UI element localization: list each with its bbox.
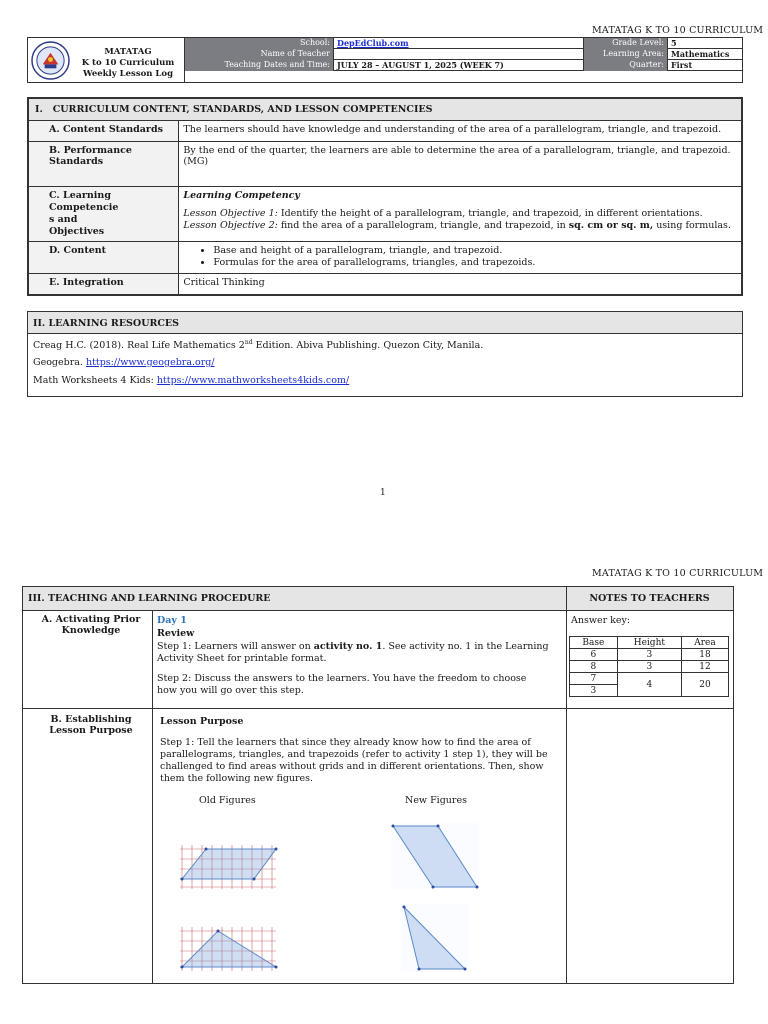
- quarter-value: First: [671, 60, 693, 70]
- lesson-objective-1-text: Identify the height of a parallelogram, triangle, and trapezoid, in different orientations.: [277, 208, 703, 219]
- day-label: Day 1: [157, 615, 187, 626]
- logo-cell: [28, 38, 185, 82]
- section-curriculum-content: [27, 97, 743, 296]
- header-row-school: [185, 38, 742, 49]
- curriculum-label: MATATAG K TO 10 CURRICULUM: [592, 25, 764, 36]
- integration-text: Critical Thinking: [179, 274, 742, 295]
- lesson-log-header: [27, 37, 743, 83]
- resource-book-text: Creag H.C. (2018). Real Life Mathematics 2: [33, 340, 245, 352]
- section-learning-resources: [27, 311, 743, 397]
- content-list: [213, 245, 737, 269]
- header-row-teacher: [185, 49, 742, 60]
- lesson-purpose-step-1: Step 1: Tell the learners that since they already know how to find the area of parallelograms, triangles, and trapezoids (refer to activity 1 step 1), they will be challenged to find areas without grids and in different orientations. Then, show them the following new figures.: [160, 737, 548, 784]
- content-standards-label: A. Content Standards: [29, 121, 179, 142]
- step-1-text-a: Step 1: Learners will answer on: [157, 641, 314, 652]
- logo-line-1: MATATAG: [104, 47, 152, 57]
- divider: [23, 610, 733, 611]
- table-cell: 4: [617, 673, 681, 697]
- content-cell: [179, 242, 742, 274]
- new-parallelogram-figure: [391, 823, 479, 889]
- area-label: Learning Area:: [584, 49, 668, 60]
- grade-label: Grade Level:: [584, 38, 668, 49]
- learning-competencies-label: C. Learning Competencie s and Objectives: [29, 187, 179, 242]
- quarter-label: Quarter:: [584, 60, 668, 71]
- list-item: • Base and height of a parallelogram, triangle, and trapezoid.: [213, 245, 737, 257]
- school-value-link[interactable]: DepEdClub.com: [334, 38, 584, 49]
- activating-prior-knowledge-label: A. Activating Prior Knowledge: [41, 614, 141, 636]
- integration-label: E. Integration: [29, 274, 179, 295]
- table-cell: 6: [570, 649, 618, 661]
- table-cell: 3: [617, 661, 681, 673]
- step-1-text-b: . See activity no. 1 in the Learning Activity Sheet for printable format.: [157, 641, 549, 664]
- content-standards-text: The learners should have knowledge and understanding of the area of a parallelogram, triangle, and trapezoid.: [179, 121, 742, 142]
- divider: [566, 587, 567, 983]
- resource-geogebra-label: Geogebra.: [33, 357, 86, 368]
- dates-value: JULY 28 – AUGUST 1, 2025 (WEEK 7): [334, 60, 584, 71]
- parallelogram-grid-figure: [180, 845, 278, 889]
- lesson-objective-2-units: sq. cm or sq. m,: [568, 220, 654, 231]
- section-1-heading: CURRICULUM CONTENT, STANDARDS, AND LESSON COMPETENCIES: [52, 104, 433, 115]
- grade-value: 5: [671, 38, 677, 48]
- school-label: School:: [185, 38, 334, 49]
- resource-worksheets: [33, 375, 349, 386]
- deped-seal-icon: [31, 41, 70, 80]
- lesson-objective-2: [183, 220, 737, 232]
- header-row-dates: [185, 60, 742, 71]
- review-label: Review: [157, 628, 195, 639]
- step-2-text: Step 2: Discuss the answers to the learners. You have the freedom to choose how you will go over this step.: [157, 673, 527, 696]
- table-cell: 3: [617, 649, 681, 661]
- table-cell: 7: [570, 673, 618, 685]
- table-cell: 20: [681, 673, 728, 697]
- table-row: [570, 673, 729, 685]
- new-triangle-figure: [401, 904, 469, 972]
- table-row: [570, 649, 729, 661]
- table-header-row: [570, 637, 729, 649]
- table-cell: 8: [570, 661, 618, 673]
- resource-book-sup: nd: [244, 339, 253, 346]
- learning-competencies-cell: [179, 187, 742, 242]
- lesson-objective-1-label: Lesson Objective 1:: [183, 208, 278, 219]
- old-figures-label: Old Figures: [199, 795, 256, 806]
- lesson-objective-2-label: Lesson Objective 2:: [183, 220, 278, 231]
- learning-competency-heading: Learning Competency: [183, 190, 300, 201]
- page-number: 1: [380, 488, 386, 498]
- divider: [23, 708, 733, 709]
- teacher-value: [334, 49, 584, 60]
- table-cell: 18: [681, 649, 728, 661]
- step-1-text: [157, 641, 549, 665]
- teacher-label: Name of Teacher: [185, 49, 334, 60]
- table-row: [570, 661, 729, 673]
- resource-book: [33, 339, 483, 351]
- section-1-title: [29, 99, 742, 121]
- resource-book-text-b: Edition. Abiva Publishing. Quezon City, Manila.: [252, 340, 484, 352]
- divider: [152, 610, 153, 983]
- table-cell: 3: [570, 685, 618, 697]
- establishing-lesson-purpose-label: B. Establishing Lesson Purpose: [49, 714, 133, 736]
- activity-no-1: activity no. 1: [313, 641, 383, 652]
- content-label: D. Content: [29, 242, 179, 274]
- notes-to-teachers-title: NOTES TO TEACHERS: [566, 587, 733, 610]
- section-2-title: II. LEARNING RESOURCES: [28, 312, 742, 334]
- lesson-purpose-heading: Lesson Purpose: [160, 716, 244, 727]
- answer-key-label: Answer key:: [571, 615, 631, 626]
- new-figures-label: New Figures: [405, 795, 467, 806]
- table-cell: 12: [681, 661, 728, 673]
- logo-text: [72, 47, 184, 80]
- table-header-area: Area: [681, 637, 728, 649]
- answer-key-table: [569, 636, 729, 697]
- performance-standards-text: By the end of the quarter, the learners are able to determine the area of a parallelogram, triangle, and trapezoid. (MG): [179, 142, 742, 187]
- table-header-base: Base: [570, 637, 618, 649]
- logo-line-2: K to 10 Curriculum: [81, 58, 175, 68]
- lesson-objective-1: [183, 208, 737, 220]
- curriculum-label-page-2: MATATAG K TO 10 CURRICULUM: [592, 568, 764, 579]
- resource-geogebra: [33, 357, 215, 368]
- table-header-height: Height: [617, 637, 681, 649]
- logo-line-3: Weekly Lesson Log: [82, 69, 174, 79]
- triangle-grid-figure: [180, 927, 278, 971]
- lesson-objective-2-text-a: find the area of a parallelogram, triangle, and trapezoid, in: [277, 220, 569, 231]
- section-1-number: I.: [35, 104, 43, 115]
- section-3-title: III. TEACHING AND LEARNING PROCEDURE: [23, 587, 566, 610]
- geogebra-link[interactable]: https://www.geogebra.org/: [85, 357, 215, 368]
- performance-standards-label: B. Performance Standards: [29, 142, 179, 187]
- dates-label: Teaching Dates and Time:: [185, 60, 334, 71]
- worksheets-link[interactable]: https://www.mathworksheets4kids.com/: [156, 375, 350, 386]
- lesson-objective-2-text-b: using formulas.: [653, 220, 731, 231]
- resource-worksheets-label: Math Worksheets 4 Kids:: [33, 375, 157, 386]
- area-value: Mathematics: [671, 49, 730, 59]
- list-item: • Formulas for the area of parallelograms, triangles, and trapezoids.: [213, 257, 737, 269]
